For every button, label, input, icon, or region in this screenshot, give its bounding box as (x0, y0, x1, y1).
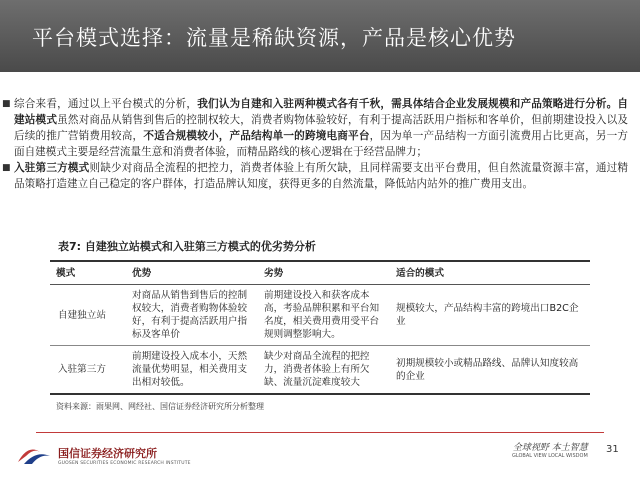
header-advantage: 优势 (126, 262, 258, 285)
comparison-table-section (50, 238, 590, 411)
bullet-2 (2, 160, 628, 192)
table-caption: 表7: 自建独立站模式和入驻第三方模式的优劣势分析 (58, 240, 316, 253)
table-row (50, 346, 590, 395)
page-number: 31 (606, 444, 619, 455)
bullet-2-text: 入驻第三方模式则缺少对商品全流程的把控力，消费者体验上有所欠缺，且同样需要支出平台费用，但自然流量资源丰富，通过精品策略打造建立自己稳定的客户群体，打造品牌认知度，获得更多的自然流量，降低站内站外的推广费用支出。 (14, 162, 629, 190)
bullet-1-text: 综合来看，通过以上平台模式的分析，我们认为自建和入驻两种模式各有千秋，需具体结合企业发展规模和产品策略进行分析。自建站模式虽然对商品从销售到售后的控制权较大，消费者购物体验较好，有利于提高活跃用户指标和客单价，但前期建设投入以及后续的推广营销费用较高，不适合规模较小，产品结构单一的跨境电商平台，因为单一产品结构一方面引流费用占比更高，另一方面自建模式主要是经营流量生意和消费者体验，而精品路线的核心逻辑在于经营品牌力； (14, 98, 629, 158)
bullet-square-icon: ■ (2, 163, 11, 173)
cell-advantage: 对商品从销售到售后的控制权较大，消费者购物体验较好，有利于提高活跃用户指标及客单价 (126, 285, 258, 346)
cell-advantage: 前期建设投入成本小，天然流量优势明显，相关费用支出相对较低。 (126, 346, 258, 395)
footer-slogan (512, 440, 588, 459)
slogan-english: GLOBAL VIEW LOCAL WISDOM (512, 453, 588, 459)
comparison-table (50, 262, 590, 395)
footer-divider (36, 432, 604, 433)
bullet-square-icon: ■ (2, 99, 11, 109)
table-header-row (50, 262, 590, 285)
company-logo (14, 442, 191, 468)
cell-disadvantage: 缺少对商品全流程的把控力，消费者体验上有所欠缺、流量沉淀难度较大 (258, 346, 390, 395)
header-disadvantage: 劣势 (258, 262, 390, 285)
cell-mode: 自建独立站 (50, 285, 126, 346)
cell-disadvantage: 前期建设投入和获客成本高，考验品牌积累和平台知名度，相关费用费用受平台规则调整影响大。 (258, 285, 390, 346)
bullet-1 (2, 96, 628, 160)
slide-header (0, 0, 640, 72)
logo-chinese-name: 国信证券经济研究所 (58, 446, 157, 460)
body-content (2, 96, 628, 192)
cell-mode: 入驻第三方 (50, 346, 126, 395)
header-suitable: 适合的模式 (390, 262, 590, 285)
logo-english-name: GUOSEN SECURITIES ECONOMIC RESEARCH INSTITUTE (58, 460, 191, 466)
slogan-chinese: 全球视野 本土智慧 (512, 443, 588, 453)
table-source: 资料来源：雨果网、网经社、国信证券经济研究所分析整理 (56, 402, 264, 411)
table-row (50, 285, 590, 346)
header-mode: 模式 (50, 262, 126, 285)
cell-suitable: 初期规模较小或精品路线、品牌认知度较高的企业 (390, 346, 590, 395)
cell-suitable: 规模较大，产品结构丰富的跨境出口B2C企业 (390, 285, 590, 346)
slide-title: 平台模式选择：流量是稀缺资源，产品是核心优势 (32, 26, 516, 50)
guosen-logo-icon (14, 442, 54, 468)
